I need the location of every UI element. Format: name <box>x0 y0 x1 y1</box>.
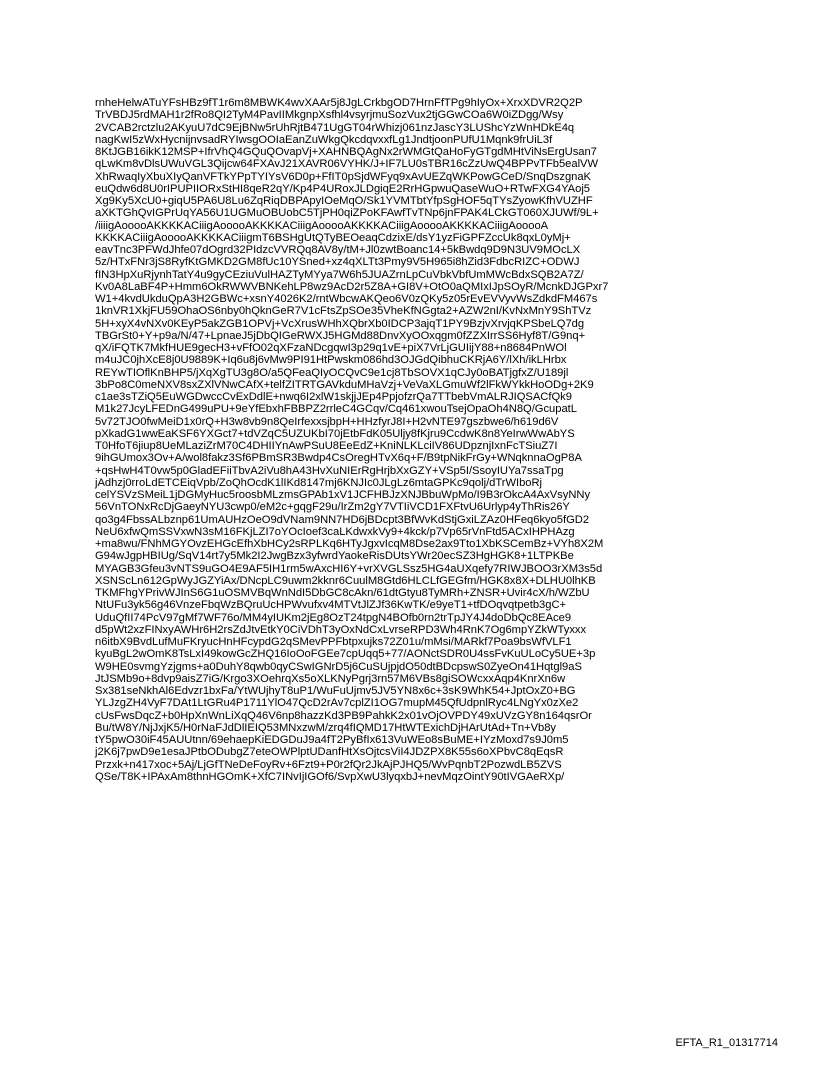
text-line: XhRwaqIyXbuXIyQanVFTkYPpTYIYsV6D0p+FfIT0pSjdWFyq9xAvUEZqWKPowGCeD/SnqDszgnaK <box>95 170 592 183</box>
text-line: nagKwI5zWxHycnijnvsadRYIwsgOOIaEanZuWkgQkcdqvxxfLg1JndtjoonPUfU1Mqnk9frUiL3f <box>95 133 553 146</box>
text-line: MYAGB3Gfeu3vNTS9uGO4E9AF5IH1rm5wAxcHI6Y+vrXVGLSsz5HG4aUXqefy7RIWJBOO3rXM3s5d <box>95 562 603 575</box>
text-line: REYwTIOflKnBHP5/jXqXgTU3g8O/a5QFeaQIyOCQvC9e1cj8TbSOVX1qCJy0oBATjgfxZ/U189jl <box>95 366 569 379</box>
text-line: d5pWt2xzFINxyAWHr6H2rsZdJtvEtkY0CiVDhT3yOxNdCxLvrseRPD3Wh4RnK7Og6mpYZkWTyxxx <box>95 623 587 636</box>
text-line: NeU6xfwQmSSVxwN3sM16FKjLZI7oYOcIoef3caLKdwxkVy9+4kck/p7Vp65rVnFtd5ACxIHPHAzg <box>95 525 575 538</box>
text-line: TKMFhgYPrivWJInS6G1uOSMVBqWnNdI5DbGC8cAkn/61dtGtyu8TyMRh+ZNSR+Uvir4cX/h/WZbU <box>95 587 590 599</box>
text-line: YLJzgZH4VyF7DAt1LtGRu4P1711YlO47QcD2rAv7cplZI1OG7mupM45QfUdpnlRyc4LNgYx0zXe2 <box>95 697 579 710</box>
text-line: c1ae3sTZiQ5EuWGDwccCvExDdlE+nwq6I2xlW1skjjJEp4PpjofzrQa7TTbebVmALRJIQSACfQk9 <box>95 391 572 403</box>
text-line: 1knVR1XkjFU59OhaOS6nby0hQknGeR7V1cFtsZpSOe35VheKfNGgta2+AZW2nI/KvNxMnY9ShTVz <box>95 305 592 318</box>
text-line: pXkadG1wwEaKSF6YXGct7+tdVZqC5UZUKbI70jEtbFdK05Uljy8fKjru9CcdwK8n8YeIrwWwAbYS <box>95 427 575 440</box>
text-line: Xg9Ky5XcU0+giqU5PA6U8Lu6ZqRiqDBPApyIOeMqO/Sk1YVMTbtYfpSgHOF5qTYsZyowKfhVUZHF <box>95 195 593 207</box>
text-line: TrVBDJ5rdMAH1r2fRo8QI2TyM4PavIIMkgnpXsfhl4vsyrjmuSozVux2tjGGwCOa6W0iZDgg/Wsy <box>95 109 564 122</box>
text-line: Kv0A8LaBF4P+Hmm6OkRWWVBNKehLP8wz9AcD2r5Z8A+GI8V+OtO0aQMIxIJpSOyR/McnkDJGPxr7 <box>95 280 609 293</box>
text-line: UduQfII74PcV97gMf7WF76o/MM4yIUKm2jEg8OzT24tpgN4BOfb0rn2trTpJY4J4doDbQc8EAce9 <box>95 611 572 624</box>
text-line: /iiiigAooooAKKKKACiiigAooooAKKKKACiiigAooooAKKKKACiiigAooooAKKKKACiiigAooooA <box>95 219 549 232</box>
text-line: JtJSMb9o+8dvp9aisZ7iG/Krgo3XOehrqXs5oXLKNyPgrj3rn57M6VBs8giSOWcxxAqp4KnrXn6w <box>95 672 566 685</box>
text-line: kyuBgL2wOmK8TsLxI49kowGcZHQ16IoOoFGEe7cpUqq5+77/AONctSDR0U4ssFvKuULoCy5UE+3p <box>95 648 596 661</box>
text-line: celYSVzSMeiL1jDGMyHuc5roosbMLzmsGPAb1xV1JCFHBJzXNJBbuWpMo/I9B3rOkcA4AxVsyNNy <box>95 489 591 501</box>
text-line: Bu/tW8Y/NjJxjK5/H0rNaFJdDlIEIQ53MNxzwM/zrq4fIQMD17HtWTExichDjHArUtAd+Tn+Vb8y <box>95 721 557 734</box>
text-line: qo3g4FbssALbznp61UmAUHzOeO9dVNam9NN7HD6jBDcpt3BfWvKdStjGxiLZAz0HFeq6kyo5fGD2 <box>95 513 590 526</box>
text-line: 5z/HTxFNr3jS8RyfKtGMKD2GM8fUc10YSned+xz4qXLTt3Pmy9V5H965i8hZid3FdbcRIZC+ODWJ <box>95 256 580 269</box>
text-line: Przxk+n417xoc+5Aj/LjGfTNeDeFoyRv+6Fzt9+P0r2fQr2JkAjPJHQ5/WvPqnbT2PozwdLB5ZVS <box>95 758 562 771</box>
text-line: cUsFwsDqcZ+b0HpXnWnLiXqQ46V6np8hazzKd3PB9PahkK2x01vOjOVPDY49xUVzGY8n164qsrOr <box>95 709 592 722</box>
text-line: j2K6j7pwD9e1esaJPtbODubgZ7eteOWPlptUDanfHtXsOjtcsViI4JDZPX8K55s6oXPbvC8qEqsR <box>95 746 564 759</box>
text-line: qX/iFQTK7MkfHUE9gecH3+vFfO02qXFzaNDcgqwI3p29q1vE+piX7VrLjGUIijY88+n8684PnWOl <box>95 342 567 354</box>
text-line: TBGrSt0+Y+p9a/N/47+LpnaeJ5jDbQIGeRWXJ5HGMd88DnvXyOOxqgm0fZZXIrrSS6Hyf8T/G9nq+ <box>95 329 586 342</box>
text-line: Sx381seNkhAl6Edvzr1bxFa/YtWUjhyT8uP1/WuFuUjmv5JV5YN8x6c+3sK9WhK54+JptOxZ0+BG <box>95 685 576 697</box>
text-line: jAdhzj0rroLdETCEiqVpb/ZoQhOcdK1lIKd8147mj6KNJIc0JLgLz6mtaGPKc9qolj/dTrWIboRj <box>95 476 543 489</box>
text-line: 2VCAB2rctzlu2AKyuU7dC9EjBNw5rUhRjtB471UgGT04rWhizj061nzJascY3LUShcYzWnHDkE4q <box>95 121 575 134</box>
text-line: euQdw6d8U0rIPUPIIORxStHI8qeR2qY/Kp4P4URoxJLDgiqE2RrHGpwuQaseWuO+RTwFXG4YAoj5 <box>95 182 590 195</box>
text-line: +ma8wu/FNhMGYOvzEHGcEfhXbHCy2sRPLKq6HTyJgxvIcqM8Dse2ax9Tto1XbKSCemBz+VYh8X2M <box>95 538 604 550</box>
text-line: XSNScLn612GpWyJGZYiAx/DNcpLC9uwm2kknr6CuulM8Gtd6HLCLfGEGfm/HGK8x8X+DLHU0lhKB <box>95 574 596 587</box>
text-line: 5H+xyX4vNXv0KEyP5akZGB1OPVj+VcXrusWHhXQbrXb0IDCP3ajqT1PY9BzjvXrvjqKPSbeLQ7dg <box>95 317 585 330</box>
encoded-text-block <box>95 97 735 783</box>
text-line: 9ihGUmox3Ov+A/wol8fakz3Sf6PBmSR3Bwdp4CsOregHTvX6q+F/B9tpNikFrGy+WNqknnaOgP8A <box>95 452 582 465</box>
text-line: M1k27JcyLFEDnG499uPU+9eYfEbxhFBBPZ2rrleC4GCqv/Cq461xwouTsejOpaOh4N8Q/GcupatL <box>95 403 577 416</box>
text-line: n6itbX9BvdLufMuFKryucHnHFcypdG2qSMevPPFbtpxujks72Z01u/mMsi/MARkf7Poa9bsWfVLF1 <box>95 636 572 648</box>
text-line: eavTnc3PFWdJhfe07dOgrd32PIdzcVVRQq8AV8y/tM+Jl0zwtBoanc14+5kBwdq9D9N3UV9MOcLX <box>95 244 581 256</box>
text-line: W9HE0svmgYzjgms+a0DuhY8qwb0qyCSwIGNrD5j6CuSUjpjdO50dtBDcpswS0ZyeOn41Hqtgl9aS <box>95 660 582 673</box>
text-line: qLwKm8vDlsUWuVGL3Qijcw64FXAvJ21XAVR06VYHK/J+IF7LU0sTBR16cZzUwQ4BPPvTFb5ealVW <box>95 158 599 171</box>
text-line: tY5pwO30iF45AUUtnn/69ehaepKiEDGDuJ9a4fT2PyBfIx613VuWEo8sBuME+IYzMoxd7s9J0m5 <box>95 734 569 746</box>
document-id-label: EFTA_R1_01317714 <box>675 1037 778 1049</box>
text-line: fIN3HpXuRjynhTatY4u9gyCEziuVulHAZTyMYya7W6h5JUAZrnLpCuVbkVbfUmMWcBdxSQB2A7Z/ <box>95 268 584 281</box>
text-line: T0HfoT6jiup8UeMLaziZrM70C4DHIIYnAwPSuU8EeEdZ+KniNLKLciIV86UDpznjIxnFcTSiuZ7I <box>95 440 558 452</box>
text-line: NtUFu3yk56g46VnzeFbqWzBQruUcHPWvufxv4MTVtJlZJf36KwTK/e9yeT1+tfDOqvqtpetb3gC+ <box>95 599 567 612</box>
text-line: rnheHelwATuYFsHBz9fT1r6m8MBWK4wvXAAr5j8JgLCrkbgOD7HrnFfTPg9hIyOx+XrxXDVR2Q2P <box>95 97 583 109</box>
text-line: 3bPo8C0meNXV8sxZXlVNwCAfX+telfZITRTGAVkduMHaVzj+VeVaXLGmuWf2lFkWYkkHoODg+2K9 <box>95 378 594 391</box>
text-line: G94wJgpHBIUg/SqV14rt7y5Mk2I2JwgBzx3yfwrdYaokeRisDUtsYWr20ecSZ3HgHGK8+1LTPKBe <box>95 550 574 563</box>
text-line: aXKTGhQvIGPrUqYA56U1UGMuOBUobC5TjPH0qiZPoKFAwfTvTNp6jnFPAK4LCkGT060XJUWf/9L+ <box>95 207 599 220</box>
text-line: +qsHwH4T0vw5p0GladEFiiTbvA2iVu8hA43HvXuNIErRgHrjbXxGZY+VSp5I/SsoyIUYa7ssaTpg <box>95 464 564 477</box>
text-line: KKKKACiiigAooooAKKKKACiiigmT6BSHgUtQTyBEOeaqCdzixE/dsY1yzFiGPFZccUk8qxL0yMj+ <box>95 231 571 244</box>
text-line: 5v72TJO0fwMeiD1x0rQ+H3w8vb9n8QeIrfexxsjbpH+HHzfyrJ8I+H2vNTE97gszbwe6/h619d6V <box>95 415 559 428</box>
text-line: m4uJC0jhXcE8j0U9889K+Iq6u8j6vMw9PI91HtPwskm086hd3OJGdQibhuCKRjA6Y/lXh/ikLHrbx <box>95 354 567 367</box>
text-line: 56VnTONxRcDjGaeyNYU3cwp0/eM2c+gqgF29u/IrZm2gY7VTIiVCD1FXFtvU6Urlyp4yThRis26Y <box>95 501 570 514</box>
text-line: W1+4kvdUkduQpA3H2GBWc+xsnY4026K2/rntWbcwAKQeo6V0zQKy5z05rEvEVVyvWsZdkdFM467s <box>95 293 598 305</box>
text-line: QSe/T8K+IPAxAm8thnHGOmK+XfC7INvIjIGOf6/SvpXwU3lyqxbJ+nevMqzOintY90tIVGAeRXp/ <box>95 770 565 783</box>
text-line: 8KtJGB16ikK12MSP+IfrVhQ4GQuQOvapVj+XAHNBQAgNx2rWMGtQaHoFyGTgdMHtViNsErgUsan7 <box>95 146 597 158</box>
